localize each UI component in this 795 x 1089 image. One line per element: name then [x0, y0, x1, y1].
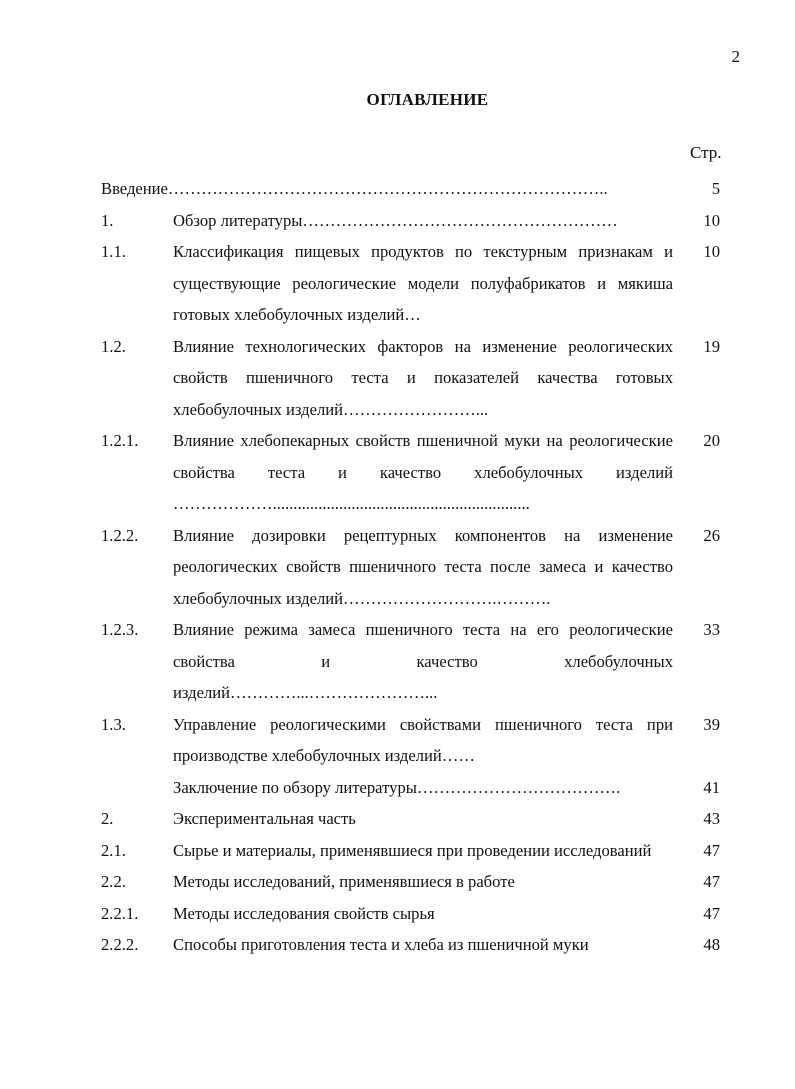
toc-entry-number: 1.3.	[101, 714, 126, 734]
toc-entry-page: 47	[703, 840, 720, 860]
toc-entry-page: 19	[703, 336, 720, 356]
page-title: ОГЛАВЛЕНИЕ	[366, 90, 489, 109]
toc-entry-number: 1.1.	[101, 242, 126, 261]
toc-entry-number: 1.2.3.	[101, 620, 139, 639]
toc-entry	[101, 898, 741, 930]
toc-entry-text: Сырье и материалы, применявшиеся при проведении исследований	[173, 840, 652, 860]
toc-entry	[101, 929, 741, 961]
toc-entry-page: 5	[711, 179, 720, 198]
toc-entry-text: Введение……………………………………………………………………..	[101, 179, 608, 198]
toc-entry-intro	[101, 173, 741, 205]
toc-entry-page: 33	[703, 620, 720, 639]
toc-entry-text: Методы исследования свойств сырья	[173, 903, 435, 923]
toc-entry-number: 2.	[101, 809, 114, 828]
toc-entry-text: Методы исследований, применявшиеся в работе	[173, 872, 515, 891]
toc-entry	[101, 803, 741, 835]
toc-entry	[101, 835, 741, 867]
toc-entry	[101, 520, 741, 615]
toc-entry-text: Влияние дозировки рецептурных компонентов на изменение реологических свойств пшеничного теста после замеса и качество хлебобулочных изделий……………………….……….	[173, 525, 673, 608]
toc-entry-page: 47	[703, 872, 720, 891]
toc-entry-number: 2.2.1.	[101, 903, 139, 923]
toc-entry-text: Экспериментальная часть	[173, 809, 356, 828]
toc-entry-text: Классификация пищевых продуктов по текстурным признакам и существующие реологические модели полуфабрикатов и мякиша готовых хлебобулочных изделий…	[173, 242, 673, 324]
toc-entry-text: Влияние хлебопекарных свойств пшеничной муки на реологические свойства теста и качество хлебобулочных изделий ………………..............................................................	[173, 431, 673, 513]
toc-entry-text: Влияние технологических факторов на изменение реологических свойств пшеничного теста и показателей качества готовых хлебобулочных изделий……………………...	[173, 336, 673, 419]
toc-entry-page: 10	[703, 242, 720, 261]
toc-entry-number: 2.1.	[101, 840, 126, 860]
toc-entry	[101, 614, 741, 709]
toc-entry-text: Управление реологическими свойствами пшеничного теста при производстве хлебобулочных изделий……	[173, 714, 673, 765]
toc-entry-page: 47	[703, 903, 720, 923]
toc-entry-text: Заключение по обзору литературы……………………………….	[173, 777, 621, 797]
page-number: 2	[731, 47, 740, 66]
toc-entry-page: 43	[703, 809, 720, 828]
page-column-header: Стр.	[690, 143, 722, 162]
table-of-contents	[101, 173, 741, 961]
toc-entry-text: Обзор литературы…………………………………………………	[173, 210, 618, 230]
toc-entry	[101, 236, 741, 331]
toc-entry-number: 1.2.1.	[101, 431, 139, 450]
toc-entry	[101, 866, 741, 898]
toc-entry-page: 48	[703, 935, 720, 954]
toc-entry	[101, 425, 741, 520]
toc-entry-number: 2.2.2.	[101, 935, 139, 954]
toc-entry	[101, 205, 741, 237]
toc-entry-number: 1.2.2.	[101, 525, 139, 545]
toc-entry-page: 39	[703, 714, 720, 734]
toc-entry	[101, 331, 741, 426]
toc-entry-number: 1.	[101, 210, 114, 230]
toc-entry-number: 1.2.	[101, 336, 126, 356]
toc-entry-text: Влияние режима замеса пшеничного теста на его реологические свойства и качество хлебобулочных изделий…………...…………………...	[173, 620, 673, 702]
toc-entry	[101, 709, 741, 772]
toc-entry-number: 2.2.	[101, 872, 126, 891]
toc-entry	[101, 772, 741, 804]
toc-entry-page: 41	[703, 777, 720, 797]
toc-entry-page: 10	[703, 210, 720, 230]
toc-entry-page: 26	[703, 525, 720, 545]
toc-entry-text: Способы приготовления теста и хлеба из пшеничной муки	[173, 935, 589, 954]
toc-entry-page: 20	[703, 431, 720, 450]
